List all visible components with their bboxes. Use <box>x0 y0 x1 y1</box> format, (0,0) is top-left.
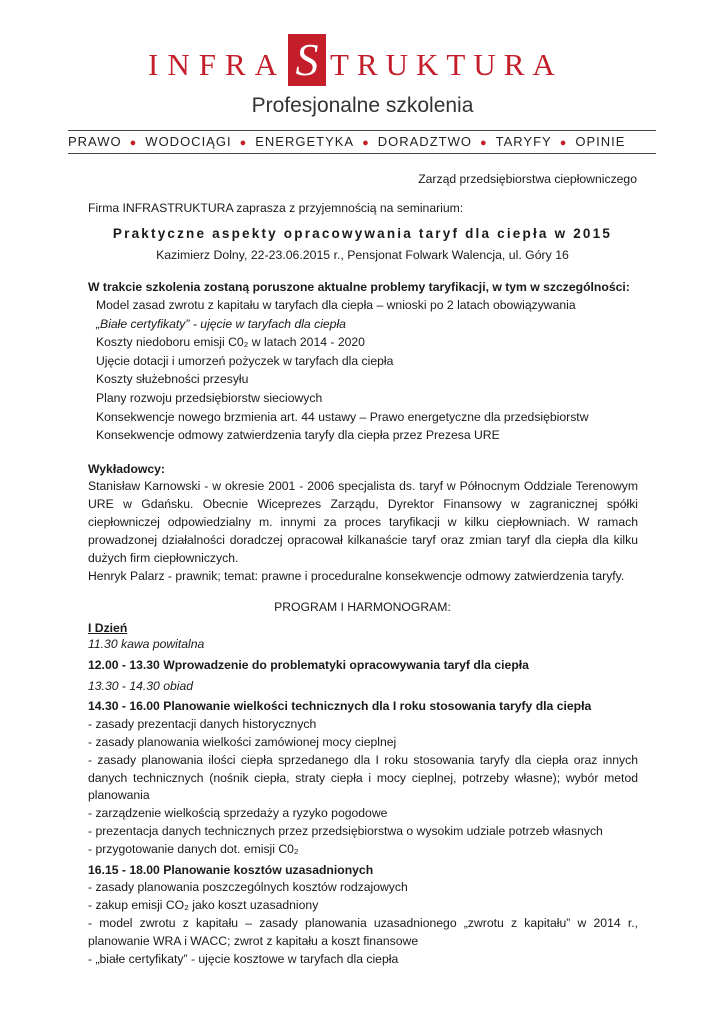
nav-item-doradztwo: DORADZTWO <box>377 134 472 149</box>
bullet-icon: ● <box>362 137 370 149</box>
nav-item-prawo: PRAWO <box>68 134 122 149</box>
day-heading: I Dzień <box>88 621 128 635</box>
topic-item: Koszty służebności przesyłu <box>96 372 249 387</box>
lecturer-bio: Stanisław Karnowski - w okresie 2001 - 2006 specjalista ds. taryf w Północnym Oddziale Terenowym URE w Gdańsku. Obecnie Wiceprezes Zarządu, Dyrektor Finansowy w zagranicznej spółki ciepłowniczej odpowiedzialny m. innymi za proces taryfikacji w kilku ciepłowniach. W ramach prowadzonej działalności doradczej opracował kilkanaście taryf oraz zmian taryf dla ciepła dla kilku dużych firm ciepłowniczych. <box>88 479 638 565</box>
recipient: Zarząd przedsiębiorstwa ciepłowniczego <box>418 172 637 186</box>
nav-item-energetyka: ENERGETYKA <box>255 134 355 149</box>
nav-item-wodociagi: WODOCIĄGI <box>145 134 232 149</box>
topic-bar <box>68 130 656 154</box>
topic-item: Konsekwencje nowego brzmienia art. 44 ustawy – Prawo energetyczne dla przedsiębiorstw <box>96 409 589 424</box>
lecturer-bio: Henryk Palarz - prawnik; temat: prawne i proceduralne konsekwencje odmowy zatwierdzenia taryfy. <box>88 569 625 583</box>
schedule-item: - zasady planowania ilości ciepła sprzedanego dla I roku stosowania taryfy dla ciepła oraz innych danych technicznych (nośnik ciepła, straty ciepła i mocy cieplnej, potrzeby własne); wybór metod planowania <box>88 752 638 803</box>
schedule-session: 12.00 - 13.30 Wprowadzenie do problematyki opracowywania taryf dla ciepła <box>88 657 529 672</box>
bullet-icon: ● <box>129 137 138 149</box>
intro-text: Firma INFRASTRUKTURA zaprasza z przyjemnością na seminarium: <box>88 201 464 215</box>
schedule-item: - zakup emisji CO₂ jako koszt uzasadniony <box>88 898 319 913</box>
schedule-session: 16.15 - 18.00 Planowanie kosztów uzasadnionych <box>88 862 374 877</box>
topic-item: Konsekwencje odmowy zatwierdzenia taryfy dla ciepła przez Prezesa URE <box>96 428 500 443</box>
lecturers-heading: Wykładowcy: <box>88 462 165 476</box>
schedule-item: - prezentacja danych technicznych przez przedsiębiorstwa o wysokim udziale potrzeb własnych <box>88 823 603 838</box>
schedule-item: - model zwrotu z kapitału – zasady planowania uzasadnionego „zwrotu z kapitału” w 2014 r., planowanie WRA i WACC; zwrot z kapitału a koszt finansowe <box>88 915 638 948</box>
schedule-item: - „białe certyfikaty” - ujęcie kosztowe w taryfach dla ciepła <box>88 951 399 966</box>
schedule-item: - zarządzenie wielkością sprzedaży a ryzyko pogodowe <box>88 806 388 821</box>
logo-text-left: INFRA <box>148 47 287 82</box>
subtitle: Profesjonalne szkolenia <box>251 94 474 117</box>
schedule-item: - zasady planowania poszczególnych kosztów rodzajowych <box>88 880 408 895</box>
topic-item: „Białe certyfikaty” - ujęcie w taryfach dla ciepła <box>96 316 346 331</box>
bullet-icon: ● <box>239 137 248 149</box>
schedule-item: - przygotowanie danych dot. emisji C0₂ <box>88 841 299 856</box>
program-heading: PROGRAM I HARMONOGRAM: <box>274 600 451 614</box>
topic-item: Koszty niedoboru emisji C0₂ w latach 2014 - 2020 <box>96 335 365 350</box>
nav-item-opinie: OPINIE <box>575 134 626 149</box>
schedule <box>88 636 638 968</box>
logo-mark-icon: S <box>288 34 326 86</box>
schedule-session: 14.30 - 16.00 Planowanie wielkości technicznych dla I roku stosowania taryfy dla ciepła <box>88 699 592 714</box>
nav-item-taryfy: TARYFY <box>495 134 552 149</box>
schedule-lunch: 13.30 - 14.30 obiad <box>88 678 194 693</box>
bullet-icon: ● <box>559 137 568 149</box>
topic-item: Model zasad zwrotu z kapitału w taryfach dla ciepła – wnioski po 2 latach obowiązywania <box>96 298 576 312</box>
schedule-item: - zasady prezentacji danych historycznych <box>88 717 317 732</box>
seminar-title: Praktyczne aspekty opracowywania taryf dla ciepła w 2015 <box>112 226 613 241</box>
logo-text-right: TRUKTURA <box>330 47 563 82</box>
topic-item: Plany rozwoju przedsiębiorstw sieciowych <box>96 390 323 405</box>
logo <box>0 34 725 86</box>
topics-list <box>96 296 589 445</box>
seminar-place: Kazimierz Dolny, 22-23.06.2015 r., Pensjonat Folwark Walencja, ul. Góry 16 <box>156 248 569 262</box>
topic-item: Ujęcie dotacji i umorzeń pożyczek w taryfach dla ciepła <box>96 353 394 368</box>
bullet-icon: ● <box>479 137 488 149</box>
schedule-item: - zasady planowania wielkości zamówionej mocy cieplnej <box>88 734 397 749</box>
topics-lead: W trakcie szkolenia zostaną poruszone aktualne problemy taryfikacji, w tym w szczególności: <box>88 280 630 294</box>
schedule-coffee: 11.30 kawa powitalna <box>88 637 205 651</box>
